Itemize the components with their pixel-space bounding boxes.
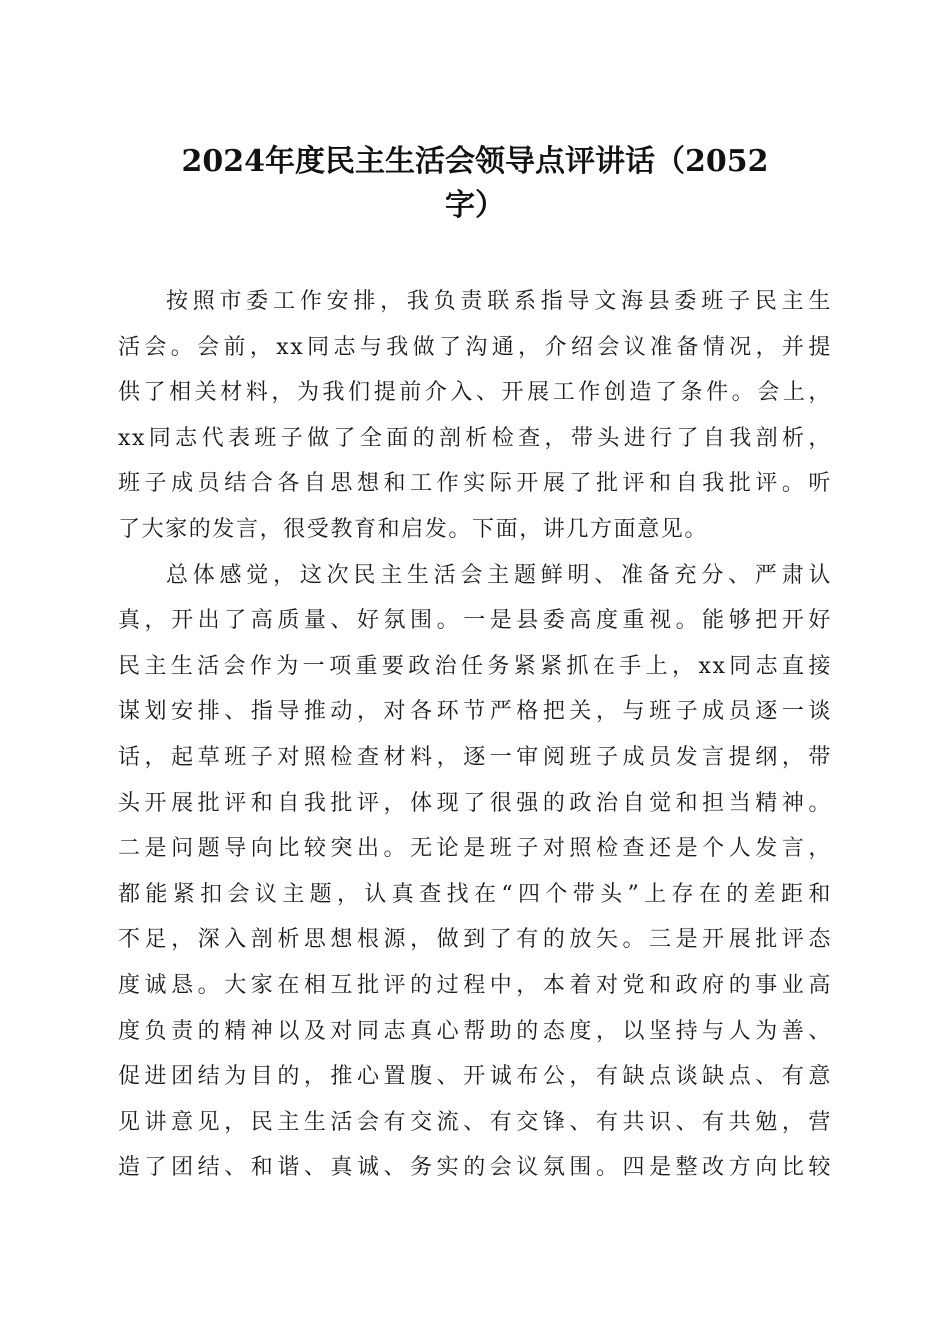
body-line: 民主生活会作为一项重要政治任务紧紧抓在手上，xx同志直接	[118, 653, 832, 679]
body-line: 度负责的精神以及对同志真心帮助的态度，以坚持与人为善、	[118, 1018, 832, 1044]
body-line: 谋划安排、指导推动，对各环节严格把关，与班子成员逐一谈	[118, 699, 832, 725]
body-line: 真，开出了高质量、好氛围。一是县委高度重视。能够把开好	[118, 608, 832, 634]
body-line: 造了团结、和谐、真诚、务实的会议氛围。四是整改方向比较	[118, 1155, 832, 1181]
document-title-line-2: 字）	[445, 188, 505, 223]
document-title-line-1: 2024年度民主生活会领导点评讲话（2052	[181, 144, 769, 179]
body-line: 促进团结为目的，推心置腹、开诚布公，有缺点谈缺点、有意	[118, 1064, 832, 1090]
body-line: xx同志代表班子做了全面的剖析检查，带头进行了自我剖析，	[118, 425, 832, 451]
body-line: 总体感觉，这次民主生活会主题鲜明、准备充分、严肃认	[166, 562, 832, 588]
body-line: 供了相关材料，为我们提前介入、开展工作创造了条件。会上，	[118, 380, 832, 406]
body-line: 按照市委工作安排，我负责联系指导文海县委班子民主生	[166, 289, 832, 314]
body-line: 班子成员结合各自思想和工作实际开展了批评和自我批评。听	[118, 471, 832, 497]
body-line: 度诚恳。大家在相互批评的过程中，本着对党和政府的事业高	[118, 972, 832, 998]
body-line: 都能紧扣会议主题，认真查找在“四个带头”上存在的差距和	[118, 881, 832, 907]
body-line: 见讲意见，民主生活会有交流、有交锋、有共识、有共勉，营	[118, 1109, 832, 1135]
body-line: 活会。会前，xx同志与我做了沟通，介绍会议准备情况，并提	[118, 334, 832, 360]
body-line: 话，起草班子对照检查材料，逐一审阅班子成员发言提纲，带	[118, 744, 832, 770]
body-line: 不足，深入剖析思想根源，做到了有的放矢。三是开展批评态	[118, 927, 832, 953]
document-body	[118, 279, 832, 1191]
body-line: 头开展批评和自我批评，体现了很强的政治自觉和担当精神。	[118, 790, 832, 816]
body-line: 了大家的发言，很受教育和启发。下面，讲几方面意见。	[118, 516, 709, 542]
body-line: 二是问题导向比较突出。无论是班子对照检查还是个人发言，	[118, 836, 832, 862]
